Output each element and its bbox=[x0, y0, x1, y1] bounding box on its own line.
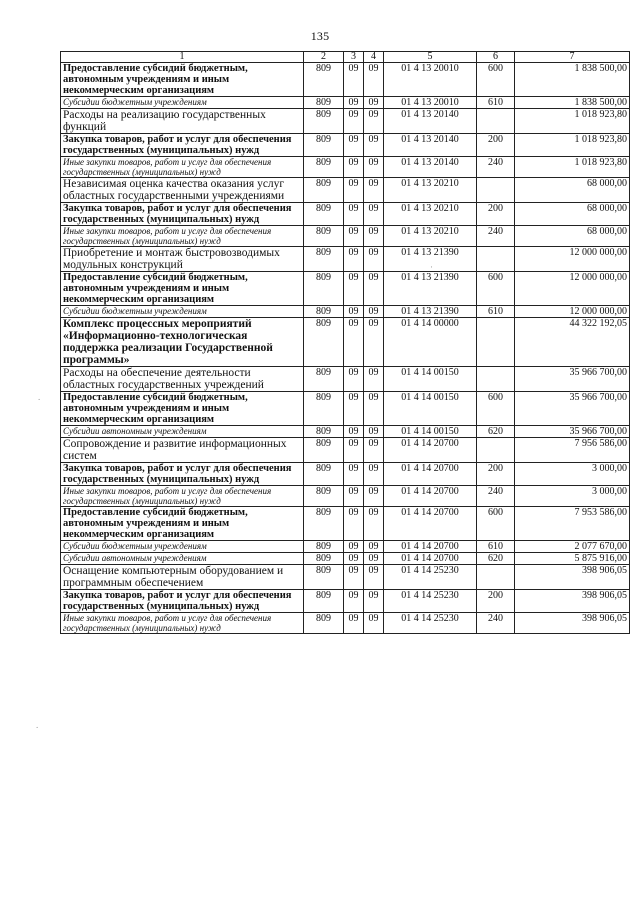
row-amount: 398 906,05 bbox=[515, 613, 630, 634]
row-code-expense-type: 240 bbox=[477, 157, 515, 178]
row-code-expense-type bbox=[477, 109, 515, 134]
row-code-target: 01 4 13 20140 bbox=[384, 134, 477, 157]
header-cell: 2 bbox=[304, 52, 344, 63]
row-code-subsection: 09 bbox=[364, 426, 384, 438]
row-code-subsection: 09 bbox=[364, 247, 384, 272]
row-code-subsection: 09 bbox=[364, 590, 384, 613]
row-amount: 3 000,00 bbox=[515, 486, 630, 507]
header-cell: 6 bbox=[477, 52, 515, 63]
row-code-expense-type bbox=[477, 178, 515, 203]
row-code-admin: 809 bbox=[304, 134, 344, 157]
table-header bbox=[61, 52, 630, 63]
table-row bbox=[61, 134, 630, 157]
row-amount: 1 018 923,80 bbox=[515, 109, 630, 134]
row-code-admin: 809 bbox=[304, 318, 344, 367]
row-amount: 68 000,00 bbox=[515, 226, 630, 247]
row-name: Иные закупки товаров, работ и услуг для обеспечения государственных (муниципальных) нужд bbox=[61, 613, 304, 634]
table-row bbox=[61, 178, 630, 203]
row-code-admin: 809 bbox=[304, 486, 344, 507]
row-code-section: 09 bbox=[344, 486, 364, 507]
row-code-target: 01 4 14 25230 bbox=[384, 613, 477, 634]
table-row bbox=[61, 541, 630, 553]
table-row bbox=[61, 306, 630, 318]
row-code-subsection: 09 bbox=[364, 463, 384, 486]
row-name: Сопровождение и развитие информационных систем bbox=[61, 438, 304, 463]
row-code-admin: 809 bbox=[304, 247, 344, 272]
table-row bbox=[61, 438, 630, 463]
table-row bbox=[61, 426, 630, 438]
table-row bbox=[61, 486, 630, 507]
row-code-target: 01 4 13 21390 bbox=[384, 272, 477, 306]
row-code-section: 09 bbox=[344, 134, 364, 157]
table-row bbox=[61, 318, 630, 367]
row-code-target: 01 4 14 00150 bbox=[384, 367, 477, 392]
row-code-section: 09 bbox=[344, 553, 364, 565]
row-code-admin: 809 bbox=[304, 178, 344, 203]
row-amount: 12 000 000,00 bbox=[515, 272, 630, 306]
row-code-target: 01 4 14 25230 bbox=[384, 590, 477, 613]
row-amount: 35 966 700,00 bbox=[515, 367, 630, 392]
row-name: Закупка товаров, работ и услуг для обеспечения государственных (муниципальных) нужд bbox=[61, 590, 304, 613]
row-code-target: 01 4 13 20140 bbox=[384, 157, 477, 178]
row-code-admin: 809 bbox=[304, 426, 344, 438]
row-code-admin: 809 bbox=[304, 613, 344, 634]
row-code-admin: 809 bbox=[304, 553, 344, 565]
row-code-section: 09 bbox=[344, 463, 364, 486]
row-code-section: 09 bbox=[344, 63, 364, 97]
table-row bbox=[61, 203, 630, 226]
row-name: Субсидии бюджетным учреждениям bbox=[61, 541, 304, 553]
row-code-subsection: 09 bbox=[364, 109, 384, 134]
row-name: Закупка товаров, работ и услуг для обеспечения государственных (муниципальных) нужд bbox=[61, 203, 304, 226]
row-code-expense-type bbox=[477, 565, 515, 590]
row-code-section: 09 bbox=[344, 507, 364, 541]
row-amount: 7 956 586,00 bbox=[515, 438, 630, 463]
row-code-target: 01 4 13 20140 bbox=[384, 109, 477, 134]
table-row bbox=[61, 553, 630, 565]
row-code-admin: 809 bbox=[304, 463, 344, 486]
row-code-target: 01 4 13 20210 bbox=[384, 178, 477, 203]
row-name: Независимая оценка качества оказания услуг областных государственными учреждениями bbox=[61, 178, 304, 203]
row-amount: 2 077 670,00 bbox=[515, 541, 630, 553]
row-name: Оснащение компьютерным оборудованием и программным обеспечением bbox=[61, 565, 304, 590]
row-name: Субсидии бюджетным учреждениям bbox=[61, 97, 304, 109]
row-code-subsection: 09 bbox=[364, 272, 384, 306]
row-code-expense-type: 240 bbox=[477, 486, 515, 507]
row-code-expense-type bbox=[477, 247, 515, 272]
header-cell: 5 bbox=[384, 52, 477, 63]
row-code-target: 01 4 14 20700 bbox=[384, 553, 477, 565]
row-amount: 1 838 500,00 bbox=[515, 97, 630, 109]
row-code-target: 01 4 13 21390 bbox=[384, 306, 477, 318]
row-code-admin: 809 bbox=[304, 97, 344, 109]
row-amount: 398 906,05 bbox=[515, 590, 630, 613]
row-code-expense-type: 600 bbox=[477, 272, 515, 306]
scan-mark: · bbox=[430, 262, 433, 272]
row-code-subsection: 09 bbox=[364, 63, 384, 97]
row-code-expense-type: 200 bbox=[477, 463, 515, 486]
row-code-expense-type bbox=[477, 438, 515, 463]
row-code-expense-type: 200 bbox=[477, 590, 515, 613]
header-cell: 1 bbox=[61, 52, 304, 63]
row-code-expense-type: 200 bbox=[477, 203, 515, 226]
row-code-section: 09 bbox=[344, 318, 364, 367]
row-code-section: 09 bbox=[344, 367, 364, 392]
row-code-subsection: 09 bbox=[364, 507, 384, 541]
row-name: Субсидии автономным учреждениям bbox=[61, 426, 304, 438]
row-name: Предоставление субсидий бюджетным, автономным учреждениям и иным некоммерческим организациям bbox=[61, 272, 304, 306]
row-code-section: 09 bbox=[344, 109, 364, 134]
table-row bbox=[61, 613, 630, 634]
row-amount: 3 000,00 bbox=[515, 463, 630, 486]
row-code-expense-type: 610 bbox=[477, 306, 515, 318]
budget-table bbox=[60, 51, 630, 634]
row-name: Расходы на обеспечение деятельности областных государственных учреждений bbox=[61, 367, 304, 392]
row-code-subsection: 09 bbox=[364, 553, 384, 565]
row-name: Субсидии бюджетным учреждениям bbox=[61, 306, 304, 318]
row-code-target: 01 4 14 20700 bbox=[384, 486, 477, 507]
row-code-expense-type: 610 bbox=[477, 97, 515, 109]
row-name: Приобретение и монтаж быстровозводимых модульных конструкций bbox=[61, 247, 304, 272]
row-name: Закупка товаров, работ и услуг для обеспечения государственных (муниципальных) нужд bbox=[61, 134, 304, 157]
row-amount: 44 322 192,05 bbox=[515, 318, 630, 367]
row-code-subsection: 09 bbox=[364, 565, 384, 590]
row-amount: 1 018 923,80 bbox=[515, 157, 630, 178]
table-row bbox=[61, 226, 630, 247]
row-code-target: 01 4 13 20210 bbox=[384, 203, 477, 226]
row-code-expense-type: 620 bbox=[477, 426, 515, 438]
row-code-subsection: 09 bbox=[364, 613, 384, 634]
row-code-subsection: 09 bbox=[364, 97, 384, 109]
row-code-expense-type: 610 bbox=[477, 541, 515, 553]
row-code-target: 01 4 13 21390 bbox=[384, 247, 477, 272]
row-code-target: 01 4 13 20010 bbox=[384, 97, 477, 109]
row-code-subsection: 09 bbox=[364, 203, 384, 226]
row-code-admin: 809 bbox=[304, 590, 344, 613]
row-code-subsection: 09 bbox=[364, 438, 384, 463]
row-name: Предоставление субсидий бюджетным, автономным учреждениям и иным некоммерческим организациям bbox=[61, 507, 304, 541]
row-code-section: 09 bbox=[344, 157, 364, 178]
table-row bbox=[61, 590, 630, 613]
row-code-admin: 809 bbox=[304, 367, 344, 392]
table-row bbox=[61, 157, 630, 178]
row-code-admin: 809 bbox=[304, 203, 344, 226]
row-code-subsection: 09 bbox=[364, 226, 384, 247]
table-row bbox=[61, 392, 630, 426]
row-code-target: 01 4 14 20700 bbox=[384, 541, 477, 553]
row-code-section: 09 bbox=[344, 565, 364, 590]
row-amount: 68 000,00 bbox=[515, 203, 630, 226]
row-code-expense-type: 600 bbox=[477, 507, 515, 541]
table-row bbox=[61, 507, 630, 541]
row-amount: 5 875 916,00 bbox=[515, 553, 630, 565]
row-code-target: 01 4 14 20700 bbox=[384, 438, 477, 463]
table-row bbox=[61, 109, 630, 134]
row-code-admin: 809 bbox=[304, 541, 344, 553]
row-code-admin: 809 bbox=[304, 109, 344, 134]
row-code-subsection: 09 bbox=[364, 367, 384, 392]
row-name: Иные закупки товаров, работ и услуг для обеспечения государственных (муниципальных) нужд bbox=[61, 157, 304, 178]
row-code-section: 09 bbox=[344, 438, 364, 463]
row-code-subsection: 09 bbox=[364, 392, 384, 426]
row-code-admin: 809 bbox=[304, 392, 344, 426]
row-code-section: 09 bbox=[344, 590, 364, 613]
row-code-subsection: 09 bbox=[364, 306, 384, 318]
table-row bbox=[61, 247, 630, 272]
table-row bbox=[61, 63, 630, 97]
row-code-section: 09 bbox=[344, 426, 364, 438]
row-amount: 35 966 700,00 bbox=[515, 426, 630, 438]
row-amount: 7 953 586,00 bbox=[515, 507, 630, 541]
row-amount: 1 838 500,00 bbox=[515, 63, 630, 97]
row-code-subsection: 09 bbox=[364, 486, 384, 507]
table-row bbox=[61, 272, 630, 306]
row-code-expense-type: 620 bbox=[477, 553, 515, 565]
row-code-section: 09 bbox=[344, 97, 364, 109]
row-code-subsection: 09 bbox=[364, 134, 384, 157]
header-cell: 7 bbox=[515, 52, 630, 63]
row-code-admin: 809 bbox=[304, 272, 344, 306]
page-number: 135 bbox=[310, 29, 330, 43]
row-code-admin: 809 bbox=[304, 157, 344, 178]
header-cell: 4 bbox=[364, 52, 384, 63]
row-code-target: 01 4 14 20700 bbox=[384, 507, 477, 541]
row-code-admin: 809 bbox=[304, 507, 344, 541]
row-code-section: 09 bbox=[344, 613, 364, 634]
row-code-section: 09 bbox=[344, 203, 364, 226]
table-body bbox=[61, 63, 630, 634]
row-name: Иные закупки товаров, работ и услуг для обеспечения государственных (муниципальных) нужд bbox=[61, 226, 304, 247]
row-code-target: 01 4 14 25230 bbox=[384, 565, 477, 590]
row-name: Закупка товаров, работ и услуг для обеспечения государственных (муниципальных) нужд bbox=[61, 463, 304, 486]
table-row bbox=[61, 97, 630, 109]
row-amount: 68 000,00 bbox=[515, 178, 630, 203]
row-code-section: 09 bbox=[344, 306, 364, 318]
row-code-admin: 809 bbox=[304, 306, 344, 318]
row-code-expense-type bbox=[477, 367, 515, 392]
row-code-section: 09 bbox=[344, 178, 364, 203]
row-name: Предоставление субсидий бюджетным, автономным учреждениям и иным некоммерческим организациям bbox=[61, 63, 304, 97]
row-code-expense-type: 200 bbox=[477, 134, 515, 157]
row-code-subsection: 09 bbox=[364, 178, 384, 203]
row-code-section: 09 bbox=[344, 541, 364, 553]
row-code-subsection: 09 bbox=[364, 318, 384, 367]
row-amount: 12 000 000,00 bbox=[515, 247, 630, 272]
row-code-target: 01 4 14 00150 bbox=[384, 426, 477, 438]
row-code-expense-type: 240 bbox=[477, 226, 515, 247]
row-name: Комплекс процессных мероприятий «Информационно-технологическая поддержка реализации Государственной программы» bbox=[61, 318, 304, 367]
row-code-expense-type: 240 bbox=[477, 613, 515, 634]
row-code-section: 09 bbox=[344, 247, 364, 272]
row-code-expense-type bbox=[477, 318, 515, 367]
row-code-admin: 809 bbox=[304, 63, 344, 97]
row-code-admin: 809 bbox=[304, 226, 344, 247]
row-code-target: 01 4 14 20700 bbox=[384, 463, 477, 486]
row-code-expense-type: 600 bbox=[477, 63, 515, 97]
row-code-subsection: 09 bbox=[364, 157, 384, 178]
row-name: Предоставление субсидий бюджетным, автономным учреждениям и иным некоммерческим организациям bbox=[61, 392, 304, 426]
row-code-target: 01 4 13 20210 bbox=[384, 226, 477, 247]
row-code-expense-type: 600 bbox=[477, 392, 515, 426]
row-code-section: 09 bbox=[344, 392, 364, 426]
table-row bbox=[61, 565, 630, 590]
row-name: Субсидии автономным учреждениям bbox=[61, 553, 304, 565]
scan-mark: . bbox=[38, 392, 41, 402]
row-code-admin: 809 bbox=[304, 565, 344, 590]
header-cell: 3 bbox=[344, 52, 364, 63]
row-code-subsection: 09 bbox=[364, 541, 384, 553]
row-code-target: 01 4 14 00000 bbox=[384, 318, 477, 367]
row-amount: 12 000 000,00 bbox=[515, 306, 630, 318]
row-code-section: 09 bbox=[344, 226, 364, 247]
scan-mark: . bbox=[36, 720, 39, 730]
row-amount: 398 906,05 bbox=[515, 565, 630, 590]
row-name: Расходы на реализацию государственных функций bbox=[61, 109, 304, 134]
table-row bbox=[61, 367, 630, 392]
row-code-admin: 809 bbox=[304, 438, 344, 463]
row-name: Иные закупки товаров, работ и услуг для обеспечения государственных (муниципальных) нужд bbox=[61, 486, 304, 507]
row-amount: 35 966 700,00 bbox=[515, 392, 630, 426]
table-row bbox=[61, 463, 630, 486]
row-amount: 1 018 923,80 bbox=[515, 134, 630, 157]
row-code-target: 01 4 14 00150 bbox=[384, 392, 477, 426]
row-code-target: 01 4 13 20010 bbox=[384, 63, 477, 97]
row-code-section: 09 bbox=[344, 272, 364, 306]
